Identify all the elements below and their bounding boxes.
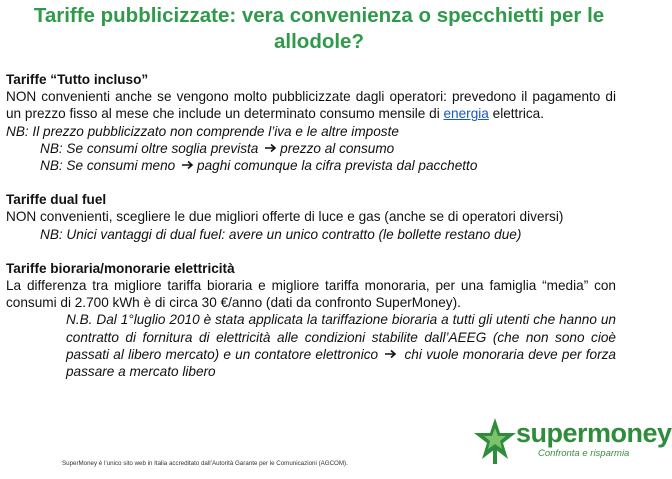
- section-heading-tutto-incluso: Tariffe “Tutto incluso”: [6, 72, 149, 87]
- body-text-end: elettrica.: [488, 106, 545, 122]
- supermoney-logo: [472, 416, 672, 466]
- energia-link[interactable]: energia: [443, 106, 489, 122]
- nb-note-dual-fuel: NB: Unici vantaggi di dual fuel: avere un unico contratto (le bollette restano due): [40, 226, 522, 242]
- section-heading-dual-fuel: Tariffe dual fuel: [6, 192, 107, 208]
- star-icon: [472, 416, 518, 466]
- nb-note-over-threshold: [6, 140, 616, 157]
- nb-text: NB: Se consumi meno: [40, 158, 180, 174]
- footer-note: SuperMoney è l’unico sito web in Italia accreditato dall’Autorità Garante per le Comunicazioni (AGCOM).: [62, 460, 348, 467]
- nb-note-bioraria: [6, 311, 616, 380]
- nb-text: NB: Se consumi oltre soglia prevista: [40, 140, 263, 156]
- spacer: [6, 243, 616, 260]
- logo-tagline: Confronta e risparmia: [538, 448, 630, 459]
- section-heading-bioraria: Tariffe bioraria/monorarie elettricità: [6, 260, 235, 276]
- section-body-dual-fuel: NON convenienti, scegliere le due migliori offerte di luce e gas (anche se di operatori diversi): [6, 209, 564, 225]
- arrow-right-icon: [182, 157, 195, 174]
- nb-note-under-threshold: [6, 157, 616, 174]
- arrow-right-icon: [385, 346, 398, 363]
- body-text: NON convenienti anche se vengono molto pubblicizzate dagli operatori: prevedono il pagamento di un prezzo fisso al mese che include un determinato consumo mensile di: [6, 89, 616, 122]
- title-line-2: allodole?: [274, 30, 364, 53]
- section-body-tutto-incluso: [6, 88, 616, 122]
- nb-text-result: chi vuole monoraria deve per forza passare a mercato libero: [66, 346, 616, 380]
- nb-note-main: NB: Il prezzo pubblicizzato non comprende l’iva e le altre imposte: [6, 123, 399, 139]
- spacer: [6, 174, 616, 191]
- logo-wordmark: supermoney: [516, 418, 672, 448]
- nb-text: N.B. Dal 1°luglio 2010 è stata applicata la tariffazione bioraria a tutti gli utenti che hanno un contratto di fornitura di elettricità alle condizioni stabilite dall’AEEG (che non sono cioè passati al libero mercato) e un contatore elettronico: [66, 312, 616, 362]
- slide-content: [6, 71, 616, 380]
- section-body-bioraria: La differenza tra migliore tariffa bioraria e migliore tariffa monoraria, per una famiglia “media” con consumi di 2.700 kWh è di circa 30 €/anno (dati da confronto SuperMoney).: [6, 278, 616, 311]
- arrow-right-icon: [265, 140, 278, 157]
- nb-text-result: paghi comunque la cifra prevista dal pacchetto: [197, 158, 478, 174]
- nb-text-result: prezzo al consumo: [280, 140, 395, 156]
- slide-title: [6, 3, 632, 55]
- title-line-1: Tariffe pubblicizzate: vera convenienza o specchietti per le: [33, 4, 605, 27]
